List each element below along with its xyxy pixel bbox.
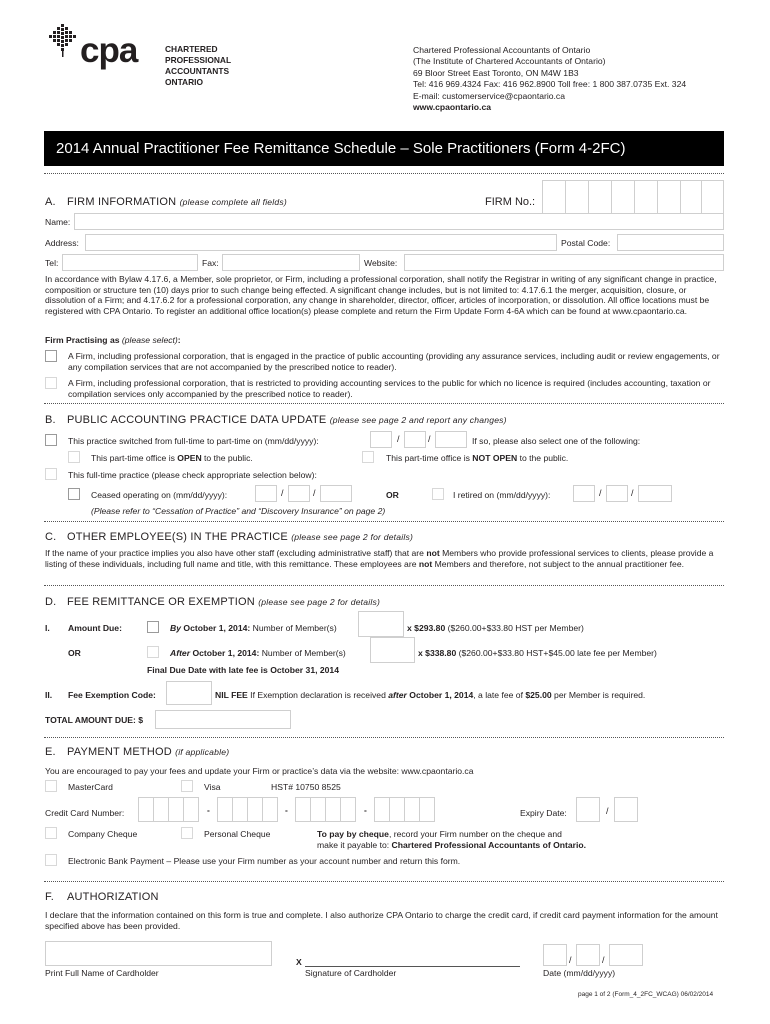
postal-code-label: Postal Code:	[561, 238, 611, 248]
cheque-instructions: To pay by cheque, record your Firm number on the cheque and make it payable to: Chartered Professional Accountants of Ontario.	[317, 829, 587, 850]
ceased-day-field[interactable]	[288, 485, 310, 502]
company-cheque-label: Company Cheque	[68, 829, 138, 839]
logo-text: CHARTERED PROFESSIONAL ACCOUNTANTS ONTARIO	[165, 44, 232, 87]
visa-label: Visa	[204, 782, 221, 792]
fee-after-label: x $338.80 ($260.00+$33.80 HST+$45.00 late fee per Member)	[418, 648, 657, 658]
personal-cheque-checkbox[interactable]	[181, 827, 193, 839]
divider	[44, 403, 724, 404]
section-f-heading: F. AUTHORIZATION	[45, 891, 159, 903]
ceased-year-field[interactable]	[320, 485, 352, 502]
section-e-heading: E. PAYMENT METHOD (if applicable)	[45, 746, 230, 758]
mastercard-label: MasterCard	[68, 782, 113, 792]
maple-leaf-icon	[44, 22, 82, 60]
section-b-heading: B. PUBLIC ACCOUNTING PRACTICE DATA UPDATE (please see page 2 and report any changes)	[45, 414, 507, 426]
refer-note: (Please refer to “Cessation of Practice” and “Discovery Insurance” on page 2)	[91, 506, 386, 516]
divider	[44, 585, 724, 586]
personal-cheque-label: Personal Cheque	[204, 829, 271, 839]
retired-year-field[interactable]	[638, 485, 672, 502]
members-after-field[interactable]	[370, 637, 415, 663]
or-label: OR	[68, 648, 81, 658]
card-number-label: Credit Card Number:	[45, 808, 125, 818]
address-label: Address:	[45, 238, 79, 248]
switched-part-time-checkbox[interactable]	[45, 434, 57, 446]
or-label: OR	[386, 490, 399, 500]
practising-label: Firm Practising as (please select):	[45, 335, 181, 345]
expiry-label: Expiry Date:	[520, 808, 567, 818]
tel-field[interactable]	[62, 254, 198, 271]
fax-field[interactable]	[222, 254, 360, 271]
not-open-label: This part-time office is NOT OPEN to the public.	[386, 453, 569, 463]
full-time-label: This full-time practice (please check appropriate selection below):	[68, 470, 317, 480]
divider	[44, 521, 724, 522]
exemption-code-label: Fee Exemption Code:	[68, 690, 156, 700]
practising-option-restricted: A Firm, including professional corporation, that is restricted to providing accounting services to the public for which no licence is required (includes accounting, taxation or compilation services only accompanied by the prescribed notice to reader).	[68, 378, 711, 399]
company-cheque-checkbox[interactable]	[45, 827, 57, 839]
page-title: 2014 Annual Practitioner Fee Remittance Schedule – Sole Practitioners (Form 4-2FC)	[44, 131, 724, 166]
address-field[interactable]	[85, 234, 557, 251]
bank-payment-checkbox[interactable]	[45, 854, 57, 866]
expiry-month-field[interactable]	[576, 797, 600, 822]
website-field[interactable]	[404, 254, 724, 271]
auth-year-field[interactable]	[609, 944, 643, 966]
open-label: This part-time office is OPEN to the public.	[91, 453, 253, 463]
switched-day-field[interactable]	[404, 431, 426, 448]
page-footer: page 1 of 2 (Form_4_2FC_WCAG) 06/02/2014	[578, 991, 714, 998]
other-employees-paragraph: If the name of your practice implies you also have other staff (excluding administrative staff) that are not Members who provide professional services to clients, please provide a listing of these individuals, including full name and title, with this remittance. These employees are not Members and therefore, not subject to the annual practitioner fee.	[45, 548, 714, 569]
encourage-text: You are encouraged to pay your fees and update your Firm or practice’s data via the website: www.cpaontario.ca	[45, 766, 474, 776]
retired-day-field[interactable]	[606, 485, 628, 502]
bylaw-paragraph: In accordance with Bylaw 4.17.6, a Member, sole proprietor, or Firm, including a professional corporation, shall notify the Registrar in writing of any significant change in practice, composition or structure ten (10) days prior to such change being effected. A significant change includes, but is not limited to: 4.17.6.1 the merger, acquisition, closure, or dissolution of a Firm; and 4.17.6.2 for a professional corporation, any change in shareholder, director, officer, articles of incorporation, or dissolution. All office locations must be registered with CPA Ontario. To register an additional office location(s) please complete and return the Firm Update Form 4-6A which can be found at www.cpaontario.ca.	[45, 274, 717, 316]
practising-option-public: A Firm, including professional corporation, that is engaged in the practice of public accounting (providing any assurance services, including audit or review engagements, or any compilation services that are not accompanied by the prescribed notice to reader).	[68, 351, 720, 372]
open-checkbox[interactable]	[68, 451, 80, 463]
if-so-label: If so, please also select one of the following:	[472, 436, 641, 446]
auth-day-field[interactable]	[576, 944, 600, 966]
retired-month-field[interactable]	[573, 485, 595, 502]
fax-label: Fax:	[202, 258, 219, 268]
signature-line[interactable]	[305, 966, 520, 967]
after-oct1-checkbox[interactable]	[147, 646, 159, 658]
fee-before-label: x $293.80 ($260.00+$33.80 HST per Member)	[407, 623, 584, 633]
website-label: Website:	[364, 258, 398, 268]
firm-no-label: FIRM No.:	[485, 196, 536, 208]
amount-due-label: Amount Due:	[68, 623, 122, 633]
divider	[44, 881, 724, 882]
declaration-text: I declare that the information contained on this form is true and complete. I also authorize CPA Ontario to charge the credit card, if credit card payment information for the amount specified above has been provided.	[45, 910, 718, 931]
after-oct1-label: After October 1, 2014: Number of Member(s)	[170, 648, 346, 658]
hst-number: HST# 10750 8525	[271, 782, 341, 792]
signature-label: Signature of Cardholder	[305, 968, 397, 978]
name-field[interactable]	[74, 213, 724, 230]
auth-month-field[interactable]	[543, 944, 567, 966]
section-d-heading: D. FEE REMITTANCE OR EXEMPTION (please see page 2 for details)	[45, 596, 381, 608]
firm-no-boxes[interactable]	[542, 180, 724, 214]
practising-public-checkbox[interactable]	[45, 350, 57, 362]
ceased-month-field[interactable]	[255, 485, 277, 502]
section-c-heading: C. OTHER EMPLOYEE(S) IN THE PRACTICE (please see page 2 for details)	[45, 531, 414, 543]
name-label: Name:	[45, 217, 71, 227]
switched-year-field[interactable]	[435, 431, 467, 448]
section-a-heading: A. FIRM INFORMATION (please complete all fields)	[45, 196, 287, 208]
total-amount-field[interactable]	[155, 710, 291, 729]
expiry-year-field[interactable]	[614, 797, 638, 822]
card-number-boxes[interactable]	[138, 797, 438, 822]
retired-checkbox[interactable]	[432, 488, 444, 500]
cpa-logo: cpa	[80, 31, 138, 70]
switched-month-field[interactable]	[370, 431, 392, 448]
bank-payment-label: Electronic Bank Payment – Please use your Firm number as your account number and return this form.	[68, 856, 461, 866]
practising-restricted-checkbox[interactable]	[45, 377, 57, 389]
exemption-code-field[interactable]	[166, 681, 212, 705]
tel-label: Tel:	[45, 258, 59, 268]
divider	[44, 737, 724, 738]
by-oct1-checkbox[interactable]	[147, 621, 159, 633]
members-before-field[interactable]	[358, 611, 404, 637]
nil-fee-note: NIL FEE If Exemption declaration is received after October 1, 2014, a late fee of $25.00 per Member is required.	[215, 690, 646, 700]
visa-checkbox[interactable]	[181, 780, 193, 792]
ceased-checkbox[interactable]	[68, 488, 80, 500]
retired-label: I retired on (mm/dd/yyyy):	[453, 490, 551, 500]
date-label: Date (mm/dd/yyyy)	[543, 968, 616, 978]
mastercard-checkbox[interactable]	[45, 780, 57, 792]
final-due-date: Final Due Date with late fee is October 31, 2014	[147, 665, 339, 675]
cardholder-name-field[interactable]	[45, 941, 272, 966]
print-name-label: Print Full Name of Cardholder	[45, 968, 159, 978]
total-amount-label: TOTAL AMOUNT DUE: $	[45, 715, 144, 725]
org-contact: Chartered Professional Accountants of Ontario (The Institute of Chartered Accountants of Ontario) 69 Bloor Street East Toronto, ON M4W 1B3 Tel: 416 969.4324 Fax: 416 962.8900 Toll free: 1 800 387.0735 Ext. 324 E-mail: customerservice@cpaontario.ca www.cpaontario.ca	[413, 45, 687, 113]
divider	[44, 173, 724, 174]
not-open-checkbox[interactable]	[362, 451, 374, 463]
ceased-label: Ceased operating on (mm/dd/yyyy):	[91, 490, 228, 500]
postal-code-field[interactable]	[617, 234, 724, 251]
full-time-checkbox[interactable]	[45, 468, 57, 480]
by-oct1-label: By October 1, 2014: Number of Member(s)	[170, 623, 337, 633]
switched-label: This practice switched from full-time to part-time on (mm/dd/yyyy):	[68, 436, 319, 446]
